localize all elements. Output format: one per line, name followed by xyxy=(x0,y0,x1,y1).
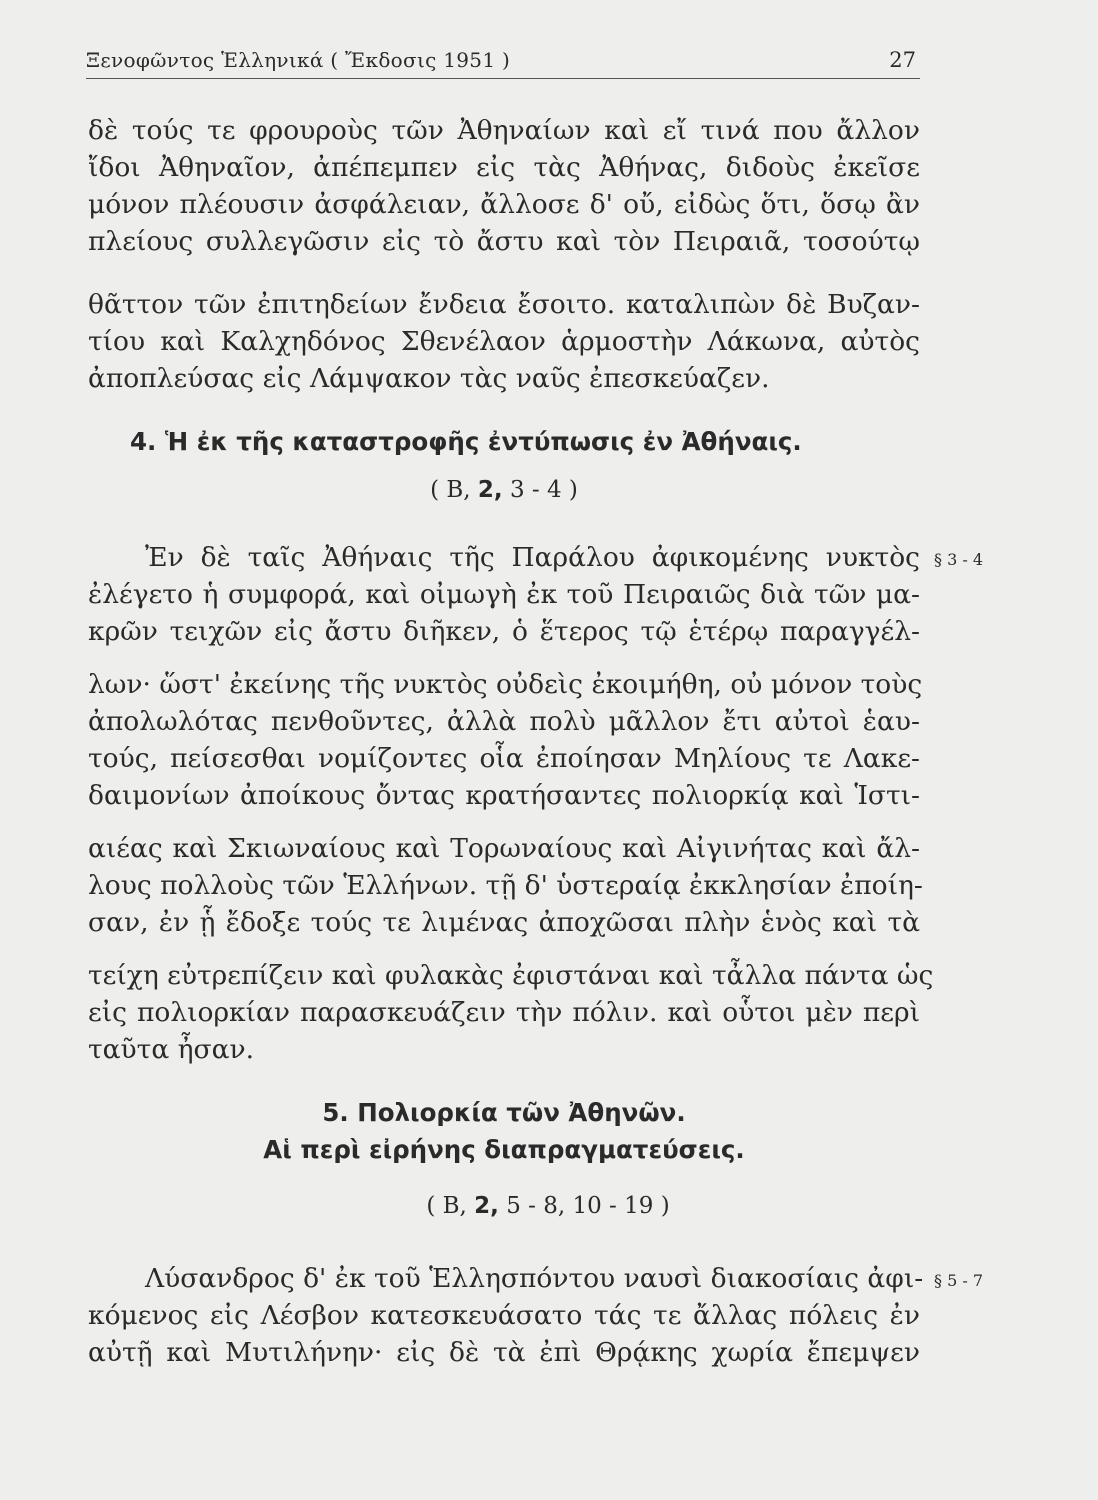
running-header-title: Ξενοφῶντος Ἑλληνικά ( Ἔκδοσις 1951 ) xyxy=(86,48,511,72)
margin-reference: § 5 - 7 xyxy=(934,1271,984,1290)
ref-chapter: 2, xyxy=(474,1193,499,1219)
text-line: λων· ὥστ' ἐκείνης τῆς νυκτὸς οὐδεὶς ἐκοιμήθη, οὐ μόνον τοὺς xyxy=(88,669,923,700)
text-line: Ἐν δὲ ταῖς Ἀθήναις τῆς Παράλου ἀφικομένης νυκτὸς xyxy=(145,542,920,573)
text-line: τείχη εὐτρεπίζειν καὶ φυλακὰς ἐφιστάναι καὶ τἆλλα πάντα ὡς xyxy=(88,960,934,991)
text-line: κόμενος εἰς Λέσβον κατεσκευάσατο τάς τε ἄλλας πόλεις ἐν xyxy=(88,1300,920,1331)
text-line: Λύσανδρος δ' ἐκ τοῦ Ἑλλησπόντου ναυσὶ διακοσίαις ἀφι- xyxy=(145,1263,924,1294)
text-line: πλείους συλλεγῶσιν εἰς τὸ ἄστυ καὶ τὸν Πειραιᾶ, τοσούτῳ xyxy=(88,226,920,257)
text-line: τούς, πείσεσθαι νομίζοντες οἷα ἐποίησαν Μηλίους τε Λακε- xyxy=(88,743,920,774)
ref-book: ( Β, xyxy=(430,477,471,503)
text-line: ἀπολωλότας πενθοῦντες, ἀλλὰ πολὺ μᾶλλον ἔτι αὐτοὶ ἑαυ- xyxy=(88,706,920,737)
section-4-heading: 4. Ἡ ἐκ τῆς καταστροφῆς ἐντύπωσις ἐν Ἀθήναις. xyxy=(130,427,802,456)
page-number: 27 xyxy=(889,48,916,72)
text-line: κρῶν τειχῶν εἰς ἄστυ διῆκεν, ὁ ἕτερος τῷ ἑτέρῳ παραγγέλ- xyxy=(88,616,920,647)
text-line: εἰς πολιορκίαν παρασκευάζειν τὴν πόλιν. καὶ οὗτοι μὲν περὶ xyxy=(88,997,920,1028)
running-header xyxy=(86,46,920,79)
text-line: σαν, ἐν ᾗ ἔδοξε τούς τε λιμένας ἀποχῶσαι πλὴν ἑνὸς καὶ τὰ xyxy=(88,907,920,938)
section-4-reference xyxy=(88,474,920,506)
text-line: ἐλέγετο ἡ συμφορά, καὶ οἰμωγὴ ἐκ τοῦ Πειραιῶς διὰ τῶν μα- xyxy=(88,579,920,610)
ref-book: ( Β, xyxy=(426,1193,467,1219)
text-line: ταῦτα ἦσαν. xyxy=(88,1034,255,1065)
text-line: τίου καὶ Καλχηδόνος Σθενέλαον ἁρμοστὴν Λάκωνα, αὐτὸς xyxy=(88,326,920,357)
text-line: δὲ τούς τε φρουροὺς τῶν Ἀθηναίων καὶ εἴ τινά που ἄλλον xyxy=(88,115,920,146)
ref-chapter: 2, xyxy=(477,477,503,503)
text-line: ἀποπλεύσας εἰς Λάμψακον τὰς ναῦς ἐπεσκεύαζεν. xyxy=(88,363,770,394)
text-line: ἴδοι Ἀθηναῖον, ἀπέπεμπεν εἰς τὰς Ἀθήνας, διδοὺς ἐκεῖσε xyxy=(88,152,920,183)
text-line: θᾶττον τῶν ἐπιτηδείων ἔνδεια ἔσοιτο. καταλιπὼν δὲ Βυζαν- xyxy=(88,289,920,320)
margin-reference: § 3 - 4 xyxy=(934,550,984,569)
text-line: μόνον πλέουσιν ἀσφάλειαν, ἄλλοσε δ' οὔ, εἰδὼς ὅτι, ὅσῳ ἂν xyxy=(88,189,920,220)
text-line: λους πολλοὺς τῶν Ἑλλήνων. τῇ δ' ὑστεραίᾳ ἐκκλησίαν ἐποίη- xyxy=(88,870,923,901)
section-5-heading-line1: 5. Πολιορκία τῶν Ἀθηνῶν. xyxy=(322,1098,686,1127)
ref-paragraphs: 5 - 8, 10 - 19 ) xyxy=(506,1193,670,1219)
section-5-heading-line2: Αἱ περὶ εἰρήνης διαπραγματεύσεις. xyxy=(263,1135,745,1164)
text-line: δαιμονίων ἀποίκους ὄντας κρατήσαντες πολιορκίᾳ καὶ Ἱστι- xyxy=(88,780,920,811)
ref-paragraphs: 3 - 4 ) xyxy=(509,477,578,503)
text-line: αὐτῇ καὶ Μυτιλήνην· εἰς δὲ τὰ ἐπὶ Θρᾴκης χωρία ἔπεμψεν xyxy=(88,1337,920,1368)
text-line: αιέας καὶ Σκιωναίους καὶ Τορωναίους καὶ Αἰγινήτας καὶ ἄλ- xyxy=(88,833,920,864)
section-5-reference xyxy=(88,1190,1008,1222)
